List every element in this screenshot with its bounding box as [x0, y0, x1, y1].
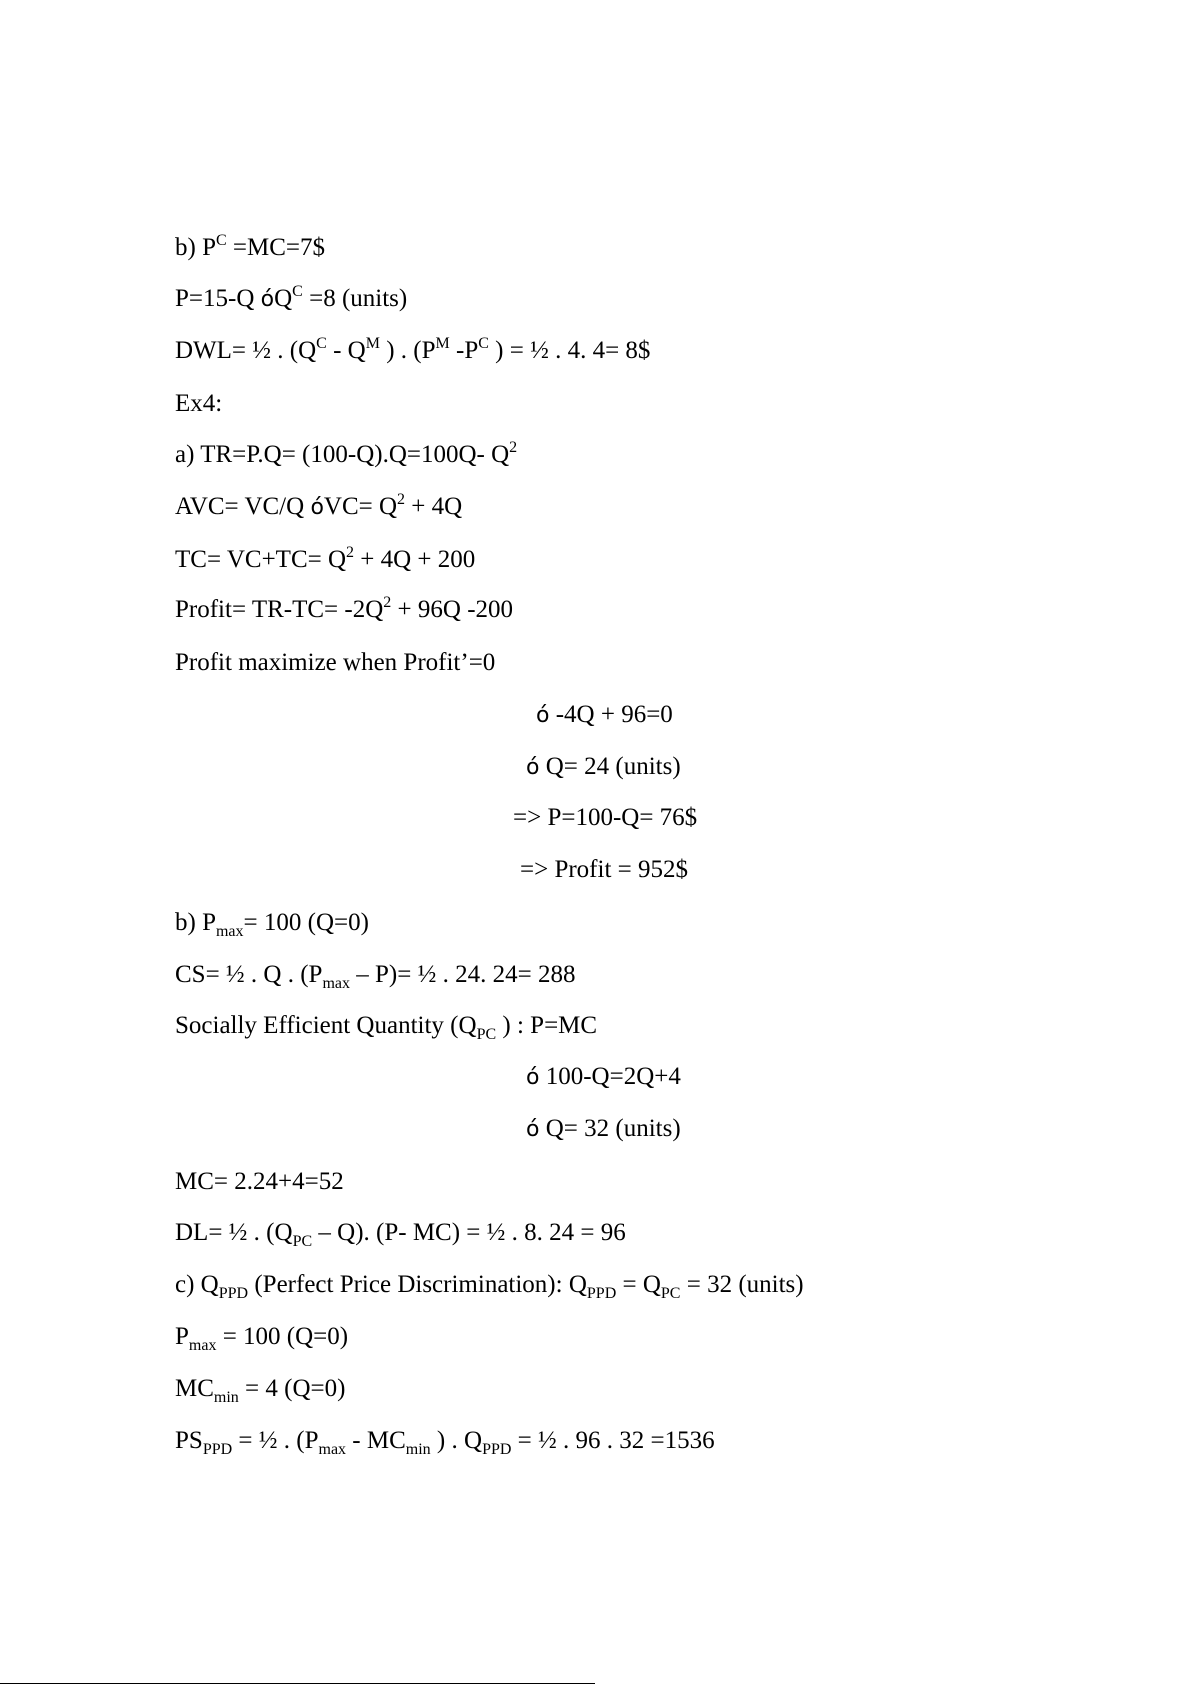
line-mc-eq: ó 100-Q=2Q+4	[526, 1063, 681, 1090]
line-profit: Profit= $TR-TC= -2Q^2 + 96Q$ -200	[175, 594, 514, 623]
equivalence-symbol: ó	[526, 1065, 540, 1090]
line-tc: $TC= VC+TC= Q^2 + 4Q + 200$	[175, 544, 476, 573]
line-mcmin: $MC_{min} = 4$ (Q=0)	[175, 1375, 346, 1406]
line-pmax: b) $P_{max}= 100$ (Q=0)	[175, 909, 369, 940]
line-avc: AVC= VC/Q óVC= $Q^2 + 4Q$	[175, 491, 463, 520]
line-socially-efficient: Socially Efficient Quantity ($Q_{PC}$ ) : P=MC	[175, 1012, 598, 1043]
line-p76: => P=100-Q= 76$	[513, 804, 698, 831]
line-qc: P=15-Q $óQ^C =8$ (units)	[175, 283, 408, 312]
equivalence-symbol: ó	[526, 1117, 540, 1142]
line-derivative: ó -4Q + 96=0	[536, 701, 673, 728]
line-q24: ó Q= 24 (units)	[526, 753, 681, 780]
equivalence-symbol: ó	[526, 755, 540, 780]
line-ps-ppd: $PS_{PPD}$ = ½ . ($P_{max} - MC_{min}$ ) . $Q_{PPD}$ = ½ . 96 . 32 =1536	[175, 1427, 715, 1458]
line-pc-mc: b) $P^C$ =MC=7$	[175, 232, 326, 261]
line-profit-952: => Profit = 952$	[520, 856, 688, 883]
line-q32: ó Q= 32 (units)	[526, 1115, 681, 1142]
equivalence-symbol: ó	[536, 703, 550, 728]
line-qppd: c) $Q_{PPD}$ (Perfect Price Discrimination): $Q_{PPD} = Q_{PC} = 32$ (units)	[175, 1271, 804, 1302]
line-profit-max: Profit maximize when Profit’=0	[175, 649, 496, 676]
equivalence-symbol: ó	[310, 495, 324, 520]
line-pmax-2: $P_{max} = 100$ (Q=0)	[175, 1323, 349, 1354]
footnote-divider	[0, 1683, 595, 1684]
line-tr: a) TR=P.Q= (100-Q).Q=100Q- $Q^2$	[175, 439, 518, 468]
line-mc52: MC= 2.24+4=52	[175, 1168, 344, 1195]
equivalence-symbol: ó	[260, 287, 275, 312]
line-dwl: DWL= ½ . ($Q^C - Q^M$ ) . ($P^M$ $-P^C$ ) = ½ . 4. 4= 8$	[175, 335, 651, 364]
line-dl: DL= ½ . $(Q_{PC} - Q)$. (P- MC) = ½ . 8. 24 = 96	[175, 1219, 626, 1250]
exercise-heading: Ex4:	[175, 390, 223, 417]
line-cs: CS= ½ . Q . $(P_{max} - P)=$ ½ . 24. 24= 288	[175, 961, 576, 992]
